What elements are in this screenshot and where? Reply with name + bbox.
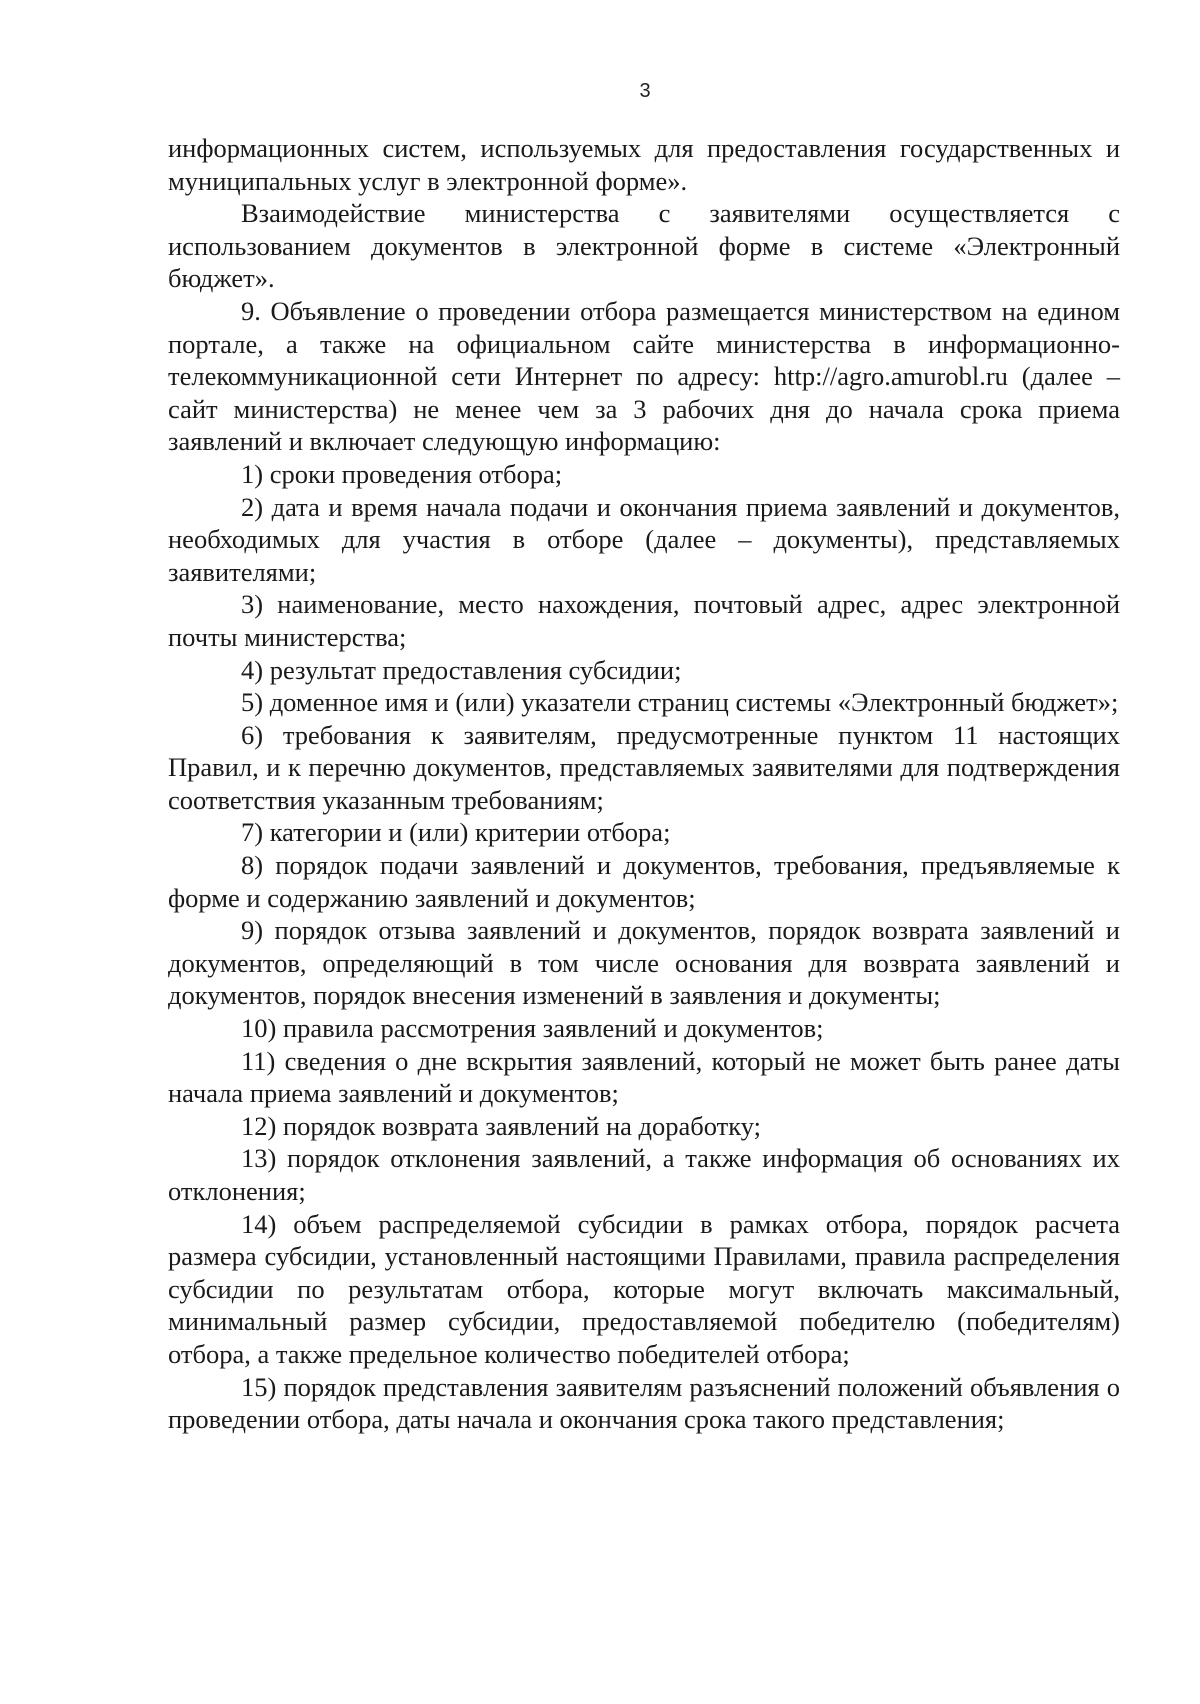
list-item-3: 3) наименование, место нахождения, почтовый адрес, адрес электронной почты министерства; bbox=[168, 589, 1120, 652]
list-item-15: 15) порядок представления заявителям разъяснений положений объявления о проведении отбора, даты начала и окончания срока такого представления; bbox=[168, 1371, 1120, 1435]
list-item-2: 2) дата и время начала подачи и окончания приема заявлений и документов, необходимых для участия в отборе (далее – документы), представляемых заявителями; bbox=[168, 491, 1120, 587]
list-item-5: 5) доменное имя и (или) указатели страниц системы «Электронный бюджет»; bbox=[241, 687, 1119, 718]
document-body bbox=[168, 132, 1120, 1436]
paragraph-continuation: информационных систем, используемых для предоставления государственных и муниципальных услуг в электронной форме». bbox=[168, 133, 1120, 196]
paragraph-clause-9: 9. Объявление о проведении отбора размещается министерством на едином портале, а также на официальном сайте министерства в информационно-телекоммуникационной сети Интернет по адресу: http://agro.amurobl.ru (далее – сайт министерства) не менее чем за 3 рабочих дня до начала срока приема заявлений и включает следующую информацию: bbox=[168, 295, 1120, 457]
list-item-6: 6) требования к заявителям, предусмотренные пунктом 11 настоящих Правил, и к перечню документов, представляемых заявителями для подтверждения соответствия указанным требованиям; bbox=[168, 719, 1120, 815]
list-item-8: 8) порядок подачи заявлений и документов, требования, предъявляемые к форме и содержанию заявлений и документов; bbox=[168, 850, 1120, 913]
page-number: 3 bbox=[639, 80, 651, 102]
list-item-4: 4) результат предоставления субсидии; bbox=[241, 654, 682, 685]
list-item-14: 14) объем распределяемой субсидии в рамках отбора, порядок расчета размера субсидии, установленный настоящими Правилами, правила распределения субсидии по результатам отбора, которые могут включать максимальный, минимальный размер субсидии, предоставляемой победителю (победителям) отбора, а также предельное количество победителей отбора; bbox=[168, 1208, 1120, 1369]
list-item-7: 7) категории и (или) критерии отбора; bbox=[241, 817, 671, 848]
paragraph-interaction: Взаимодействие министерства с заявителями осуществляется с использованием документов в электронной форме в системе «Электронный бюджет». bbox=[168, 198, 1120, 294]
list-item-9: 9) порядок отзыва заявлений и документов, порядок возврата заявлений и документов, определяющий в том числе основания для возврата заявлений и документов, порядок внесения изменений в заявления и документы; bbox=[168, 915, 1120, 1011]
list-item-1: 1) сроки проведения отбора; bbox=[241, 458, 563, 489]
list-item-13: 13) порядок отклонения заявлений, а также информация об основаниях их отклонения; bbox=[168, 1143, 1120, 1206]
list-item-11: 11) сведения о дне вскрытия заявлений, который не может быть ранее даты начала приема заявлений и документов; bbox=[168, 1045, 1120, 1109]
list-item-12: 12) порядок возврата заявлений на доработку; bbox=[241, 1110, 762, 1141]
list-item-10: 10) правила рассмотрения заявлений и документов; bbox=[241, 1013, 824, 1044]
